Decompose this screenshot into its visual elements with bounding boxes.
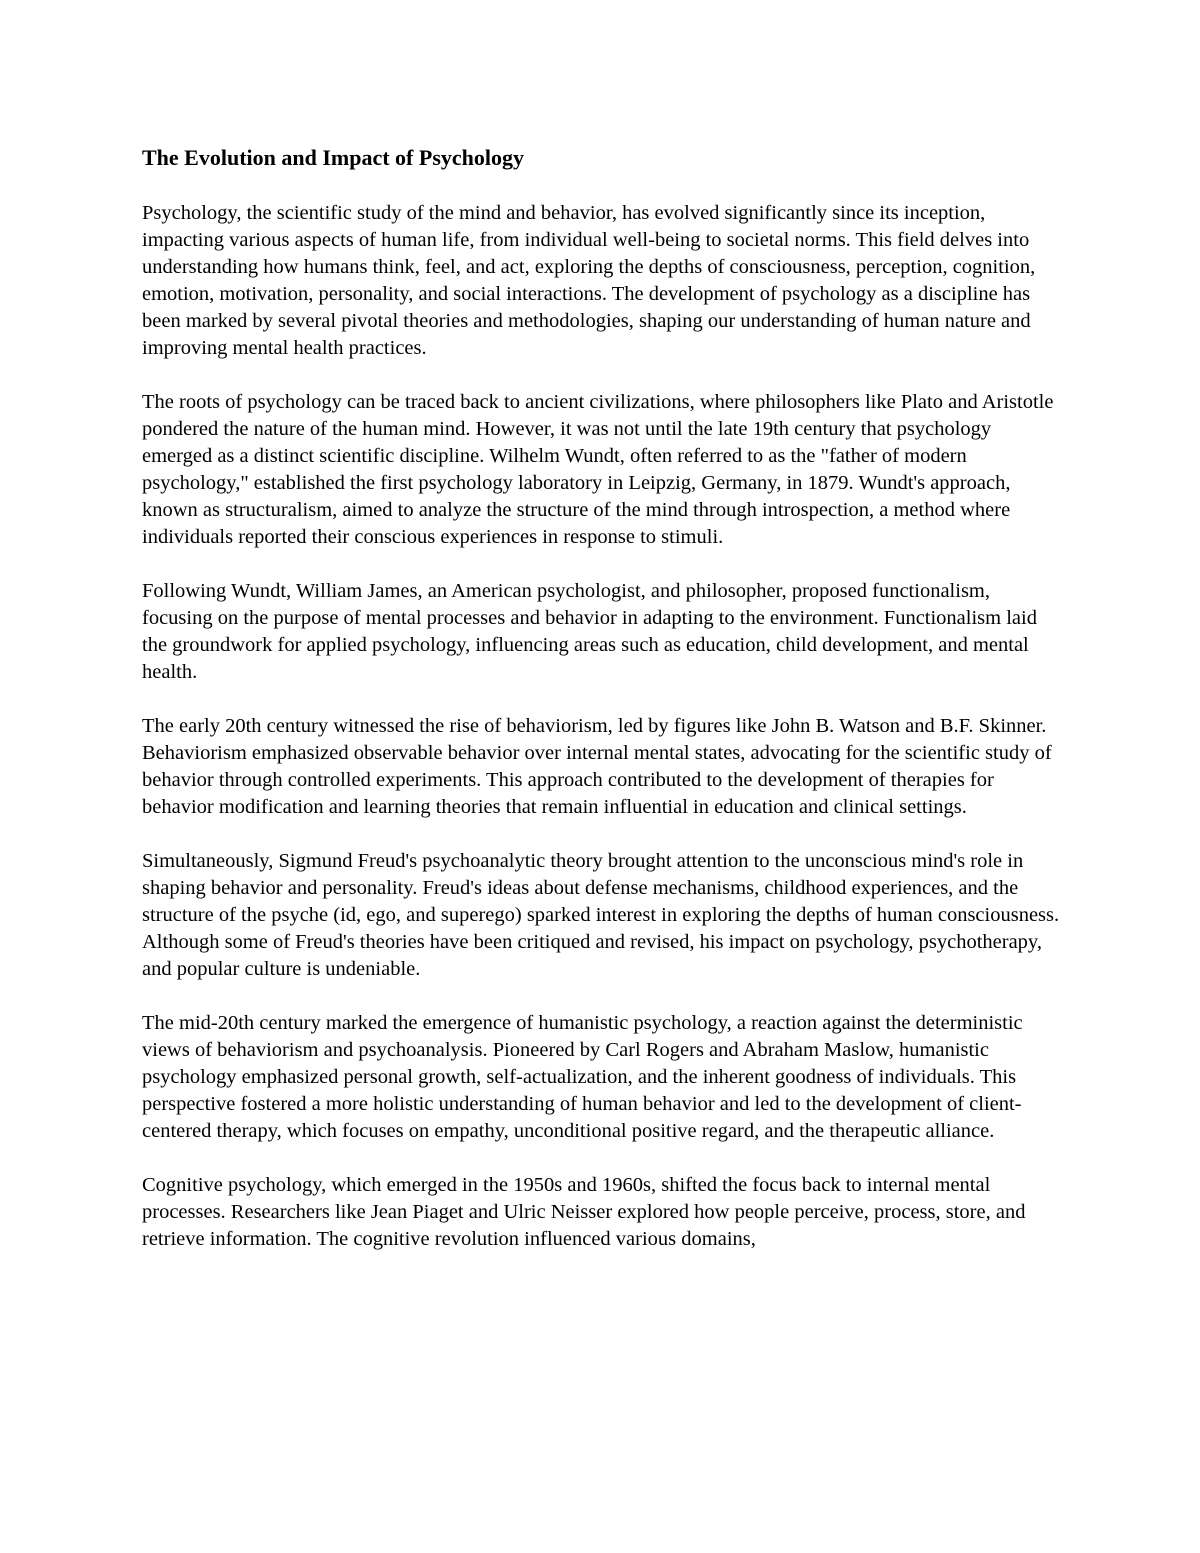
document-body — [142, 142, 1062, 1280]
paragraph-introduction: Psychology, the scientific study of the mind and behavior, has evolved significantly since its inception, impacting various aspects of human life, from individual well-being to societal norms. This field delves into understanding how humans think, feel, and act, exploring the depths of consciousness, perception, cognition, emotion, motivation, personality, and social interactions. The development of psychology as a discipline has been marked by several pivotal theories and methodologies, shaping our understanding of human nature and improving mental health practices. — [142, 202, 1036, 359]
paragraph-cognitive: Cognitive psychology, which emerged in the 1950s and 1960s, shifted the focus back to internal mental processes. Researchers like Jean Piaget and Ulric Neisser explored how people perceive, process, store, and retrieve information. The cognitive revolution influenced various domains, — [142, 1174, 1026, 1250]
paragraph-behaviorism: The early 20th century witnessed the rise of behaviorism, led by figures like John B. Watson and B.F. Skinner. Behaviorism emphasized observable behavior over internal mental states, advocating for the scientific study of behavior through controlled experiments. This approach contributed to the development of therapies for behavior modification and learning theories that remain influential in education and clinical settings. — [142, 715, 1052, 818]
paragraph-psychoanalysis: Simultaneously, Sigmund Freud's psychoanalytic theory brought attention to the unconscious mind's role in shaping behavior and personality. Freud's ideas about defense mechanisms, childhood experiences, and the structure of the psyche (id, ego, and superego) sparked interest in exploring the depths of human consciousness. Although some of Freud's theories have been critiqued and revised, his impact on psychology, psychotherapy, and popular culture is undeniable. — [142, 850, 1060, 980]
paragraph-humanistic: The mid-20th century marked the emergence of humanistic psychology, a reaction against the deterministic views of behaviorism and psychoanalysis. Pioneered by Carl Rogers and Abraham Maslow, humanistic psychology emphasized personal growth, self-actualization, and the inherent goodness of individuals. This perspective fostered a more holistic understanding of human behavior and led to the development of client-centered therapy, which focuses on empathy, unconditional positive regard, and the therapeutic alliance. — [142, 1012, 1023, 1142]
paragraph-functionalism: Following Wundt, William James, an American psychologist, and philosopher, proposed functionalism, focusing on the purpose of mental processes and behavior in adapting to the environment. Functionalism laid the groundwork for applied psychology, influencing areas such as education, child development, and mental health. — [142, 580, 1037, 683]
paragraph-roots: The roots of psychology can be traced back to ancient civilizations, where philosophers like Plato and Aristotle pondered the nature of the human mind. However, it was not until the late 19th century that psychology emerged as a distinct scientific discipline. Wilhelm Wundt, often referred to as the "father of modern psychology," established the first psychology laboratory in Leipzig, Germany, in 1879. Wundt's approach, known as structuralism, aimed to analyze the structure of the mind through introspection, a method where individuals reported their conscious experiences in response to stimuli. — [142, 391, 1054, 548]
document-title: The Evolution and Impact of Psychology — [142, 145, 524, 170]
